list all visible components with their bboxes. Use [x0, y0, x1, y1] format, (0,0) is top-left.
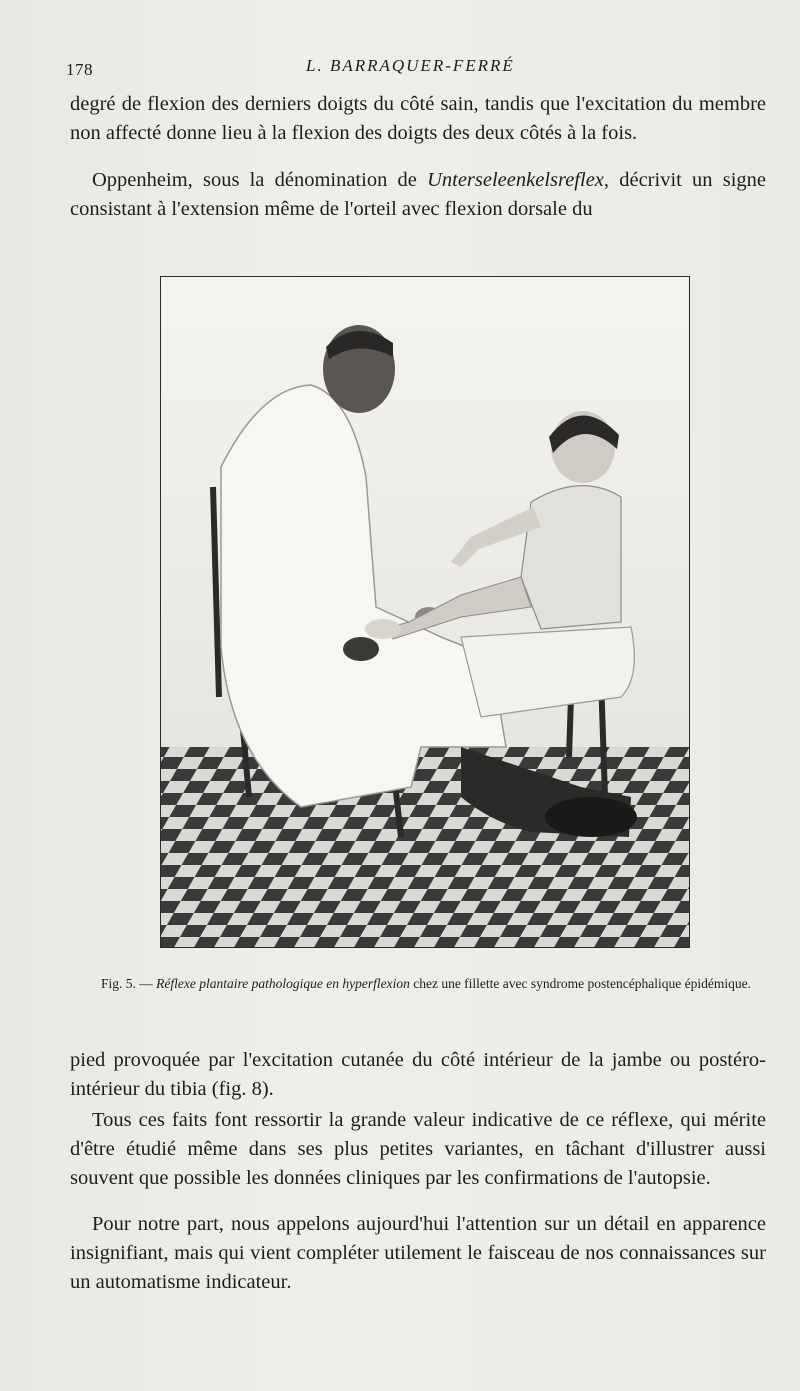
paragraph-5-text: Pour notre part, nous appelons aujourd'hui l'attention sur un détail en apparence insignifiant, mais qui vient compléter utilement le faisceau de nos connaissances sur un automatisme indicateur.: [70, 1213, 766, 1293]
page-header: [66, 56, 766, 86]
figure-caption-italic: Réflexe plantaire pathologique en hyperflexion: [156, 976, 410, 991]
paragraph-2-text-start: Oppenheim, sous la dénomination de: [92, 169, 428, 191]
paragraph-3: pied provoquée par l'excitation cutanée du côté intérieur de la jambe ou postéro-intérieur du tibia (fig. 8).: [70, 1049, 766, 1100]
paragraph-2: [70, 166, 766, 224]
paragraph-1: degré de flexion des derniers doigts du côté sain, tandis que l'excitation du membre non affecté donne lieu à la flexion des doigts des deux côtés à la fois.: [70, 93, 766, 144]
tiled-floor: [161, 747, 689, 947]
figure-caption: [76, 974, 776, 994]
paragraph-4: [70, 1106, 766, 1193]
girl-foot: [365, 619, 401, 639]
figure-caption-text: chez une fillette avec syndrome postencéphalique épidémique.: [409, 976, 751, 991]
paragraph-2-text-end: , décrivit un signe consistant à l'extension même de l'orteil avec flexion dorsale du: [70, 169, 766, 220]
figure-label: Fig. 5. —: [101, 976, 153, 991]
reflex-name: Unterseleenkelsreflex: [427, 169, 604, 191]
doctor-shoe: [545, 797, 637, 837]
page-number: 178: [66, 60, 93, 79]
figure-photograph: [160, 276, 690, 948]
clinical-photo: [161, 277, 689, 947]
paragraph-4-text: Tous ces faits font ressortir la grande valeur indicative de ce réflexe, qui mérite d'être étudié même dans ses plus petites variantes, en tâchant d'illustrer aussi souvent que possible les données cliniques par les confirmations de l'autopsie.: [70, 1109, 766, 1189]
paragraph-5: [70, 1210, 766, 1297]
running-head: L. BARRAQUER-FERRÉ: [306, 56, 515, 75]
girl-body: [521, 486, 621, 629]
